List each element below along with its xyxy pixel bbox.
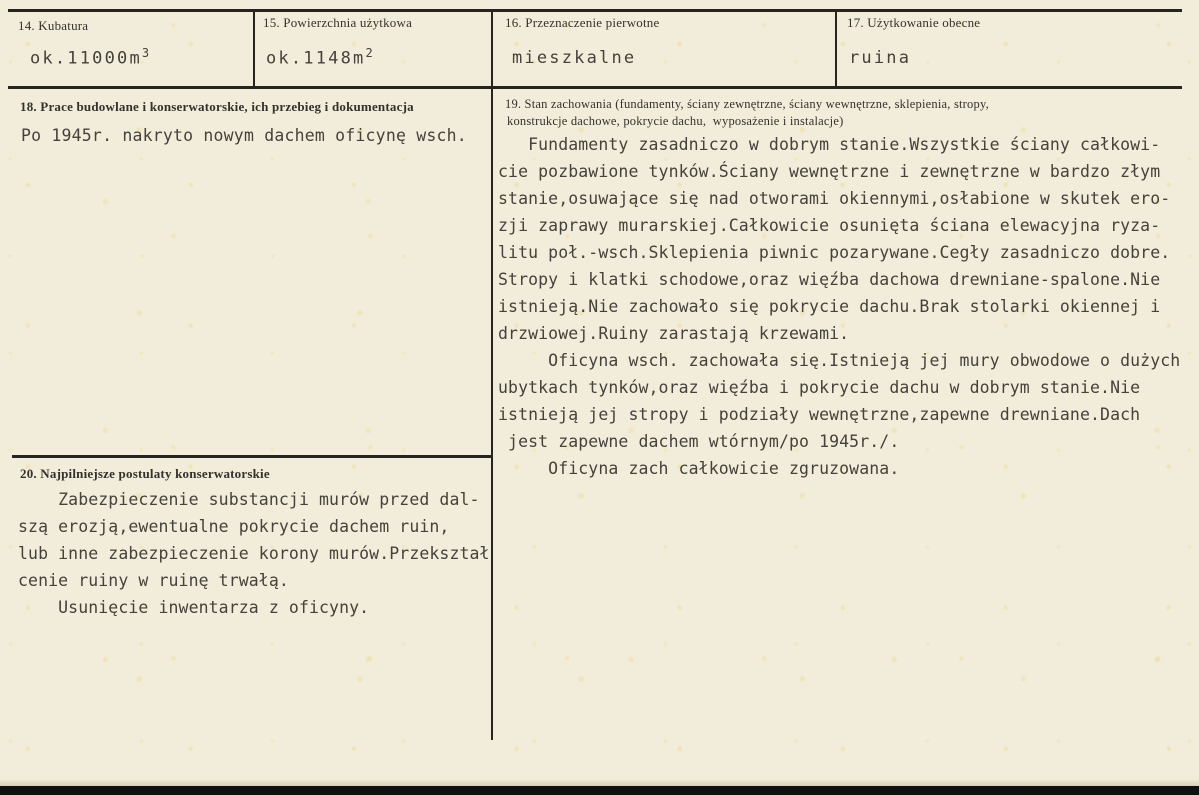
field15-label: 15. Powierzchnia użytkowa bbox=[263, 15, 413, 30]
top-border-line bbox=[8, 9, 1182, 12]
field16-value: mieszkalne bbox=[512, 48, 637, 68]
divider-f15-f16 bbox=[491, 12, 493, 86]
bottom-edge-shadow bbox=[0, 779, 1199, 786]
field15-superscript: 2 bbox=[365, 46, 373, 60]
field14-label: 14. Kubatura bbox=[18, 18, 89, 33]
field14-superscript: 3 bbox=[141, 46, 150, 60]
field18-label: 18. Prace budowlane i konserwatorskie, ich przebieg i dokumentacja bbox=[20, 99, 414, 114]
field14-value: $ok.11000m^3$ bbox=[30, 46, 150, 69]
text-line: Oficyna wsch. zachowała się.Istnieją jej mury obwodowe o dużych bbox=[498, 351, 1181, 370]
field15-value: $ok.1148m^2$ bbox=[266, 46, 373, 69]
field18-text: Po 1945r. nakryto nowym dachem oficynę wsch. bbox=[21, 126, 467, 145]
field19-label-line1: 19. Stan zachowania (fundamenty, ściany zewnętrzne, ściany wewnętrzne, sklepienia, stropy, bbox=[505, 97, 989, 111]
text-line: istnieją.Nie zachowało się pokrycie dachu.Brak stolarki okiennej i bbox=[498, 297, 1161, 316]
divider-f14-f15 bbox=[253, 12, 255, 86]
text-line: zji zaprawy murarskiej.Całkowicie osunięta ściana elewacyjna ryza- bbox=[498, 216, 1161, 235]
field20-text-block bbox=[18, 486, 496, 621]
row1-bottom-line bbox=[8, 86, 1182, 89]
main-column-divider bbox=[491, 89, 493, 740]
field19-label-line2: konstrukcje dachowe, pokrycie dachu, wyposażenie i instalacje) bbox=[507, 114, 844, 128]
field17-label: 17. Użytkowanie obecne bbox=[847, 15, 981, 30]
field20-label: 20. Najpilniejsze postulaty konserwatorskie bbox=[20, 466, 270, 481]
text-line: szą erozją,ewentualne pokrycie dachem ruin, bbox=[18, 517, 450, 536]
text-line: Stropy i klatki schodowe,oraz więźba dachowa drewniane-spalone.Nie bbox=[498, 270, 1161, 289]
divider-f16-f17 bbox=[835, 12, 837, 86]
field16-label: 16. Przeznaczenie pierwotne bbox=[505, 15, 660, 30]
text-line: Zabezpieczenie substancji murów przed dal- bbox=[18, 490, 480, 509]
divider-f18-f20 bbox=[12, 455, 492, 458]
text-line: stanie,osuwające się nad otworami okiennymi,osłabione w skutek ero- bbox=[498, 189, 1171, 208]
text-line: Usunięcie inwentarza z oficyny. bbox=[18, 598, 370, 617]
text-line: jest zapewne dachem wtórnym/po 1945r./. bbox=[498, 432, 900, 451]
field19-text-block bbox=[498, 131, 1196, 482]
scan-bottom-band bbox=[0, 786, 1199, 795]
text-line: cie pozbawione tynków.Ściany wewnętrzne i zewnętrzne w bardzo złym bbox=[498, 162, 1161, 181]
field17-value: ruina bbox=[849, 48, 912, 68]
text-line: Oficyna zach całkowicie zgruzowana. bbox=[498, 459, 900, 478]
text-line: istnieją jej stropy i podziały wewnętrzne,zapewne drewniane.Dach bbox=[498, 405, 1141, 424]
text-line: cenie ruiny w ruinę trwałą. bbox=[18, 571, 289, 590]
text-line: ubytkach tynków,oraz więźba i pokrycie dachu w dobrym stanie.Nie bbox=[498, 378, 1141, 397]
text-line: litu poł.-wsch.Sklepienia piwnic pozarywane.Cegły zasadniczo dobre. bbox=[498, 243, 1171, 262]
text-line: Fundamenty zasadniczo w dobrym stanie.Wszystkie ściany całkowi- bbox=[498, 135, 1161, 154]
text-line: drzwiowej.Ruiny zarastają krzewami. bbox=[498, 324, 850, 343]
text-line: lub inne zabezpieczenie korony murów.Przekształ bbox=[18, 544, 490, 563]
